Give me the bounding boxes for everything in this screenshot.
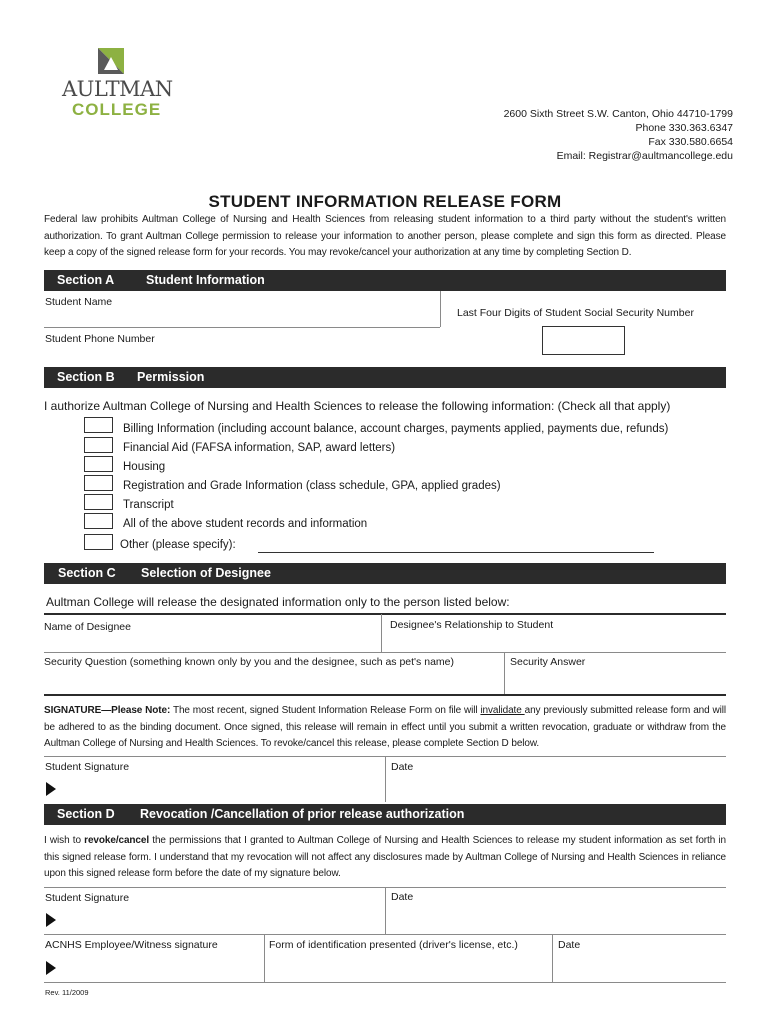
- address-phone: Phone 330.363.6347: [635, 122, 733, 134]
- signature-note: [44, 703, 726, 753]
- form-title: STUDENT INFORMATION RELEASE FORM: [208, 192, 562, 211]
- id-presented-field[interactable]: [266, 954, 552, 978]
- security-question-field[interactable]: [44, 654, 503, 692]
- student-phone-label: Student Phone Number: [45, 333, 155, 345]
- divider: [381, 614, 382, 652]
- logo-mark-icon: [98, 48, 124, 74]
- billing-option-label: Billing Information (including account balance, account charges, payments applied, payments due, refunds): [123, 423, 669, 435]
- student-phone-field[interactable]: [44, 330, 440, 364]
- designee-instruction: Aultman College will release the designated information only to the person listed below:: [46, 595, 510, 609]
- section-b-header: [44, 367, 726, 388]
- section-c-header: [44, 563, 726, 584]
- registration-checkbox[interactable]: [84, 475, 113, 491]
- student-signature-label: Student Signature: [45, 761, 130, 773]
- financial-aid-option-label: Financial Aid (FAFSA information, SAP, award letters): [123, 442, 396, 454]
- revoke-student-signature-field[interactable]: [62, 906, 382, 930]
- revocation-text-pre: I wish to: [44, 835, 85, 846]
- section-a-label: Section A: [57, 273, 115, 287]
- address-fax: Fax 330.580.6654: [648, 136, 733, 148]
- section-c-heading: Selection of Designee: [141, 566, 271, 580]
- witness-signature-label: ACNHS Employee/Witness signature: [45, 939, 218, 951]
- ssn-label: Last Four Digits of Student Social Security Number: [457, 307, 694, 319]
- designee-name-label: Name of Designee: [44, 621, 131, 633]
- section-b-label: Section B: [57, 370, 115, 384]
- divider: [44, 934, 726, 935]
- witness-date-field[interactable]: [554, 954, 726, 978]
- security-answer-field[interactable]: [506, 654, 726, 692]
- billing-checkbox[interactable]: [84, 417, 113, 433]
- revocation-text-post: the permissions that I granted to Aultman College of Nursing and Health Sciences to release my student information as set forth in this signed release form. I understand that my revocation will not affect any disclosures made by Aultman College of Nursing and Health Sciences in reliance upon this signed release form before the date of my signature below.: [44, 835, 726, 879]
- student-name-label: Student Name: [45, 296, 113, 308]
- logo-subname: COLLEGE: [72, 100, 162, 119]
- other-checkbox[interactable]: [84, 534, 113, 550]
- housing-checkbox[interactable]: [84, 456, 113, 472]
- signature-note-lead: SIGNATURE—Please Note:: [44, 705, 171, 716]
- signature-note-emphasis: invalidate: [480, 705, 525, 716]
- date-label: Date: [391, 761, 414, 773]
- divider: [504, 652, 505, 694]
- divider: [264, 934, 265, 982]
- sign-here-arrow-icon: [46, 782, 56, 796]
- intro-text: Federal law prohibits Aultman College of Nursing and Health Sciences from releasing student information to a third party without the student's written authorization. To grant Aultman College permission to release your information to another person, please complete and sign this form as directed. Please keep a copy of the signed release form for your records. You may revoke/cancel your authorization at any time by completing Section D.: [44, 214, 726, 258]
- section-d-header: [44, 804, 726, 825]
- revoke-student-signature-label: Student Signature: [45, 892, 130, 904]
- section-b-heading: Permission: [137, 370, 205, 384]
- section-c-label: Section C: [58, 566, 116, 580]
- address-email: Email: Registrar@aultmancollege.edu: [556, 150, 733, 162]
- signature-note-text1: The most recent, signed Student Information Release Form on file will: [170, 705, 481, 716]
- divider: [385, 887, 386, 934]
- section-a-header: [44, 270, 726, 291]
- student-signature-field[interactable]: [62, 776, 382, 800]
- divider: [552, 934, 553, 982]
- transcript-checkbox[interactable]: [84, 494, 113, 510]
- address-block: [504, 107, 733, 163]
- permission-instruction: I authorize Aultman College of Nursing and Health Sciences to release the following information: (Check all that apply): [44, 399, 671, 413]
- security-question-label: Security Question (something known only by you and the designee, such as pet's name): [44, 656, 454, 668]
- id-presented-label: Form of identification presented (driver's license, etc.): [269, 939, 518, 951]
- security-answer-label: Security Answer: [510, 656, 586, 668]
- relationship-field[interactable]: [383, 616, 726, 650]
- divider: [44, 694, 726, 696]
- student-name-field[interactable]: [44, 292, 440, 326]
- other-specify-input[interactable]: [258, 540, 654, 553]
- sign-here-arrow-icon: [46, 913, 56, 927]
- relationship-label: Designee's Relationship to Student: [390, 619, 554, 631]
- divider: [44, 652, 726, 653]
- all-records-option-label: All of the above student records and information: [123, 518, 368, 530]
- section-a-heading: Student Information: [146, 273, 265, 287]
- address-street: 2600 Sixth Street S.W. Canton, Ohio 44710-1799: [503, 108, 733, 120]
- divider: [44, 327, 440, 328]
- signature-note-text2: any previously submitted release form and will be adhered to as the binding document. Once signed, this release will remain in effect until you submit a written revocation, graduate or withdraw from the Aultman College of Nursing and Health Sciences. To revoke/cancel this release, please complete Section D below.: [44, 705, 726, 749]
- revocation-text: [44, 833, 726, 883]
- divider: [440, 291, 441, 327]
- signature-date-field[interactable]: [387, 776, 726, 800]
- revoke-date-field[interactable]: [387, 906, 726, 930]
- transcript-option-label: Transcript: [123, 499, 174, 511]
- logo-name: AULTMAN: [62, 77, 173, 101]
- revocation-text-bold: revoke/cancel: [84, 835, 150, 846]
- financial-aid-checkbox[interactable]: [84, 437, 113, 453]
- revoke-date-label: Date: [391, 891, 414, 903]
- ssn-input[interactable]: [542, 326, 625, 355]
- registration-option-label: Registration and Grade Information (class schedule, GPA, applied grades): [123, 480, 501, 492]
- designee-name-field[interactable]: [44, 616, 381, 650]
- divider: [44, 613, 726, 615]
- other-option-label: Other (please specify):: [120, 539, 236, 551]
- witness-signature-field[interactable]: [62, 954, 262, 978]
- witness-date-label: Date: [558, 939, 581, 951]
- sign-here-arrow-icon: [46, 961, 56, 975]
- revision-note: Rev. 11/2009: [45, 988, 89, 997]
- divider: [385, 756, 386, 802]
- section-d-heading: Revocation /Cancellation of prior release authorization: [140, 807, 465, 821]
- section-d-label: Section D: [57, 807, 115, 821]
- housing-option-label: Housing: [123, 461, 166, 473]
- divider: [44, 982, 726, 983]
- all-records-checkbox[interactable]: [84, 513, 113, 529]
